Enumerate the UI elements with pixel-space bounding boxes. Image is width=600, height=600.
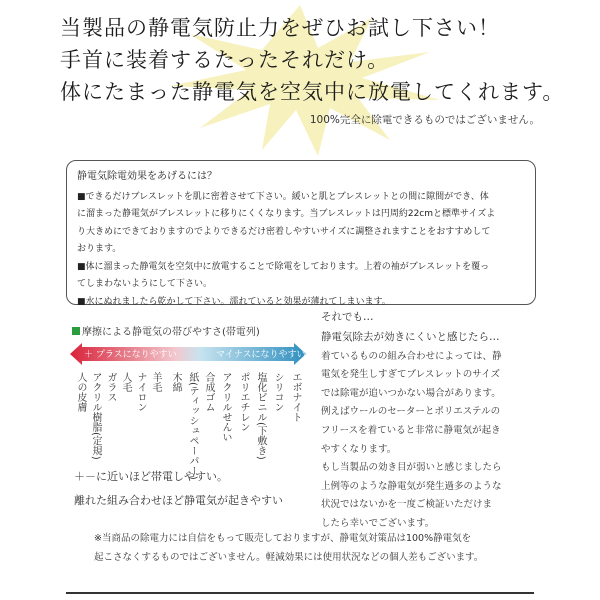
material-label: アクリル樹脂(定規) — [90, 372, 101, 460]
advice-line: もし当製品の効き目が弱いと感じましたら — [321, 462, 502, 474]
advice-line: 上例等のような静電気が発生過多のような — [321, 480, 502, 492]
headline-1: 当製品の静電気防止力をぜひお試し下さい！ — [60, 16, 500, 40]
advice-heading-2: 静電気除去が効きにくいと感じたら… — [321, 331, 500, 344]
material-label: 人毛 — [120, 372, 131, 392]
advice-line: 状況ではないかを一度ご検証いただけま — [321, 499, 493, 511]
advice-line: やすくなります。 — [321, 443, 397, 455]
plus-label: ＋ プラスになりやすい — [84, 350, 177, 360]
tips-title: 静電気除電効果をあげるには？ — [77, 171, 217, 182]
material-label: アクリルせんい — [220, 372, 231, 442]
material-label: 羊毛 — [150, 372, 161, 392]
footer-line: 起こさなくするものではございません。軽減効果には使用状況などの個人差もございます。 — [94, 551, 484, 563]
headline-3: 体にたまった静電気を空気中に放電してくれます。 — [60, 80, 565, 104]
advice-line: 例えばウールのセーターとポリエステルの — [321, 406, 501, 418]
advice-line: 着ているものの組み合わせによっては、静 — [321, 350, 502, 362]
material-label: シリコン — [272, 372, 283, 412]
advice-line: したら幸いでございます。 — [321, 517, 435, 529]
material-label: 塩化ビニル(下敷き) — [255, 372, 266, 460]
material-label: エボナイト — [290, 372, 301, 422]
material-label: ナイロン — [135, 372, 146, 412]
polarity-arrow — [70, 343, 306, 373]
disclaimer-note: 100%完全に除電できるものではございません。 — [309, 114, 540, 126]
material-label: ポリエチレン — [238, 372, 249, 432]
tips-line: り大きめにできておりますのでよりできるだけ密着しやすいサイズに調整されますことをおすすめして — [77, 226, 491, 237]
triboelectric-title: 摩擦による静電気の帯びやすさ(帯電列) — [72, 323, 260, 338]
series-caption-1: ＋－に近いほど帯電しやすい。 — [74, 470, 228, 483]
tips-line: ■水にぬれましたら乾かして下さい。濡れていると効果が薄れてしまいます。 — [77, 296, 391, 307]
tips-line: てしまわないようにして下さい。 — [77, 279, 213, 290]
material-label: ガラス — [105, 372, 116, 402]
green-square-icon — [72, 327, 80, 335]
advice-line: 電気を発生しすぎてブレスレットのサイズ — [321, 369, 500, 381]
footer-line: ※当商品の除電力には自信をもって販売しておりますが、静電気対策品は100%静電気を — [94, 533, 472, 544]
advice-text — [321, 307, 545, 533]
material-label: 紙(ティッシュペーパー) — [187, 372, 198, 480]
material-label: 合成ゴム — [203, 372, 214, 412]
advice-line: フリースを着ていると非常に静電気が起き — [321, 425, 501, 436]
tips-line: おります。 — [77, 244, 122, 255]
footer-note — [94, 530, 534, 567]
minus-label: マイナスになりやすい － — [216, 350, 306, 373]
tips-line: ■体に溜まった静電気を空気中に放電することで除電をしております。上着の袖がブレスレットを覆っ — [77, 261, 490, 272]
material-label: 木綿 — [170, 372, 181, 392]
advice-heading-1: それでも… — [321, 311, 374, 323]
tips-line: に溜まった静電気がブレスレットに移りにくくなります。当ブレスレットは円周約22cmと標準サイズよ — [77, 209, 496, 220]
headline-2: 手首に装着するたったそれだけ。 — [60, 48, 390, 72]
advice-line: では除電が追いつかない場合があります。 — [321, 387, 501, 399]
material-label: 人の皮膚 — [75, 372, 86, 412]
bottom-divider — [66, 592, 534, 594]
tips-box — [66, 160, 536, 305]
series-caption-2: 離れた組み合わせほど静電気が起きやすい — [74, 494, 283, 507]
tips-line: ■できるだけブレスレットを肌に密着させて下さい。緩いと肌とブレスレットとの間に隙間ができ、体 — [77, 191, 489, 202]
